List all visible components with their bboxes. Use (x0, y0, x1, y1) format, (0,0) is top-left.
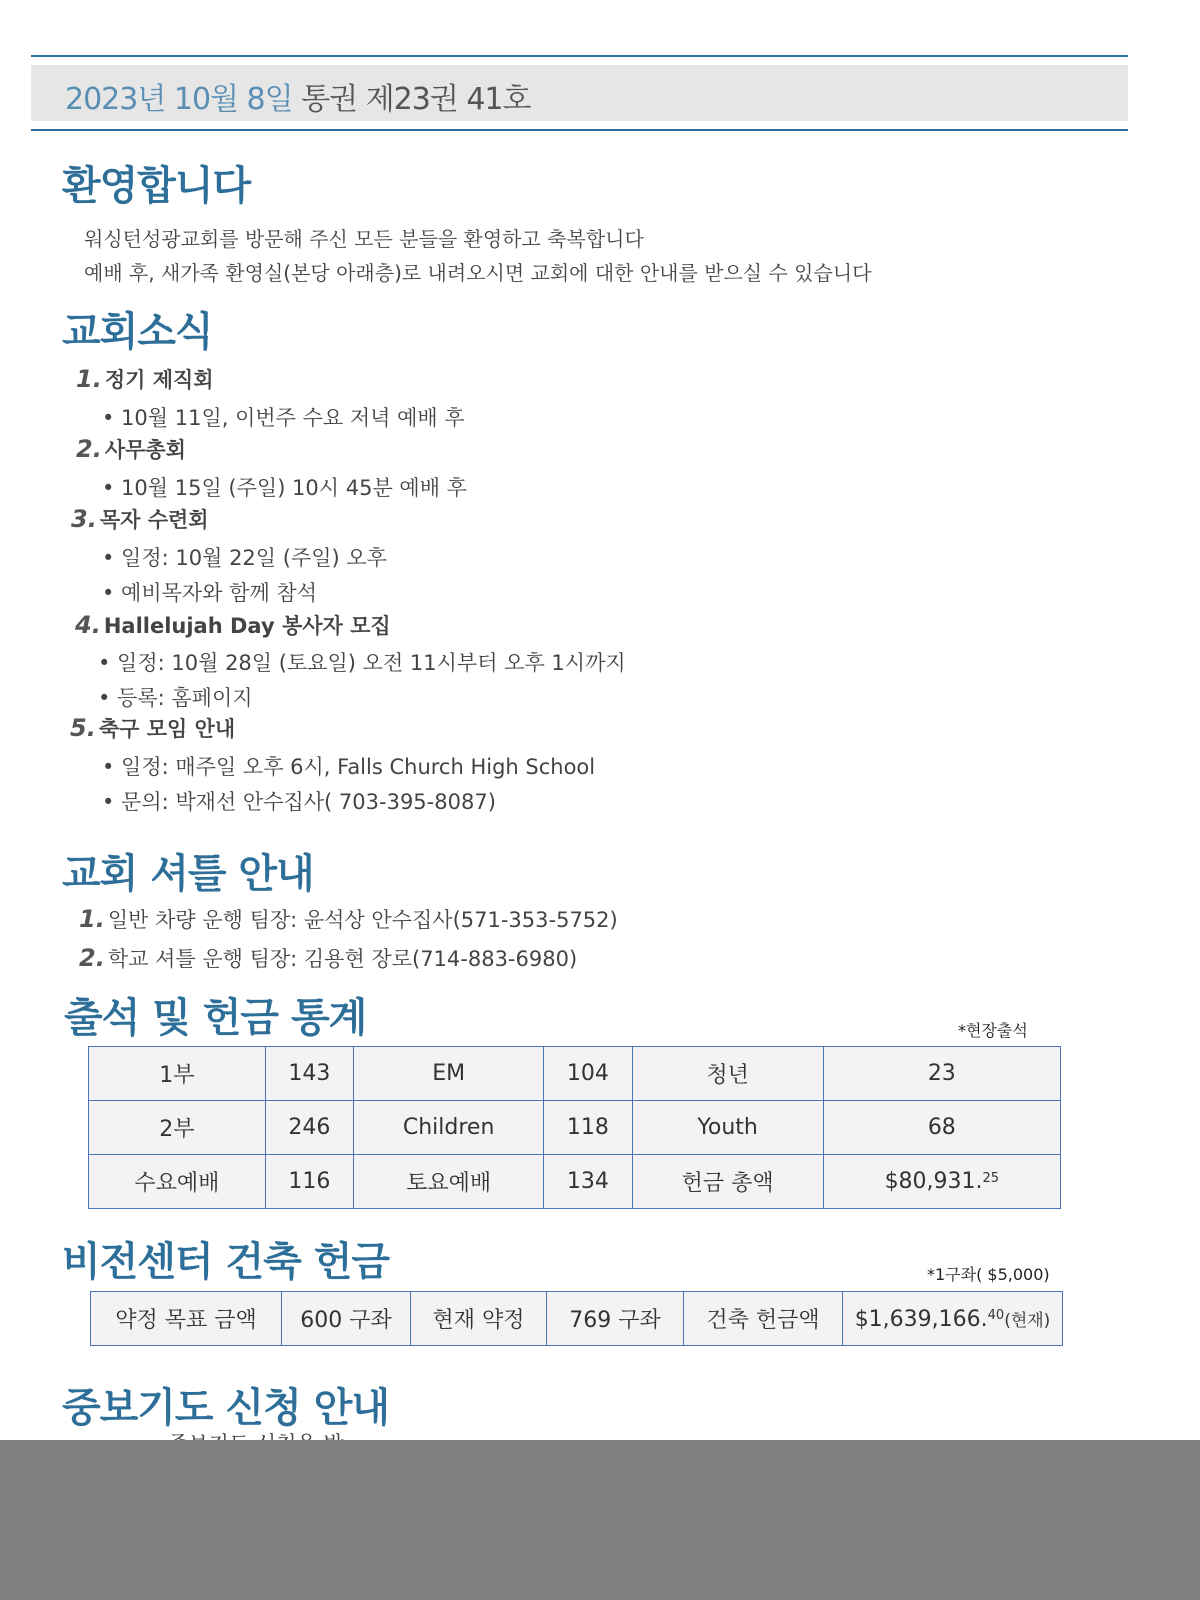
issue-number: 통권 제23권 41호 (301, 82, 531, 117)
offering-total-cell (823, 1155, 1060, 1209)
table-cell: 600 구좌 (282, 1292, 411, 1346)
table-row (91, 1292, 1063, 1346)
news-item-1-number: 1. (76, 365, 102, 393)
table-cell: EM (354, 1047, 544, 1101)
attendance-table (88, 1046, 1061, 1209)
news-item-2-label: 사무총회 (104, 438, 186, 462)
header-bottom-rule (31, 129, 1128, 131)
table-cell: 청년 (632, 1047, 823, 1101)
shuttle-item-2-number: 2. (79, 944, 105, 972)
header-bar (31, 65, 1128, 121)
news-item-4-title (75, 610, 391, 640)
offering-total-cents: 25 (982, 1171, 1000, 1186)
building-note: *1구좌( $5,000) (927, 1265, 1050, 1284)
building-table (90, 1291, 1063, 1346)
news-item-2-bullet-1: • 10월 15일 (주일) 10시 45분 예배 후 (102, 476, 467, 500)
news-item-2-title (76, 434, 186, 464)
table-row (89, 1047, 1061, 1101)
table-cell: 현재 약정 (411, 1292, 547, 1346)
offering-total: $80,931. (884, 1169, 983, 1194)
shuttle-item-1 (79, 904, 618, 934)
table-cell: Youth (632, 1101, 823, 1155)
table-cell: 수요예배 (89, 1155, 266, 1209)
table-cell: 104 (544, 1047, 632, 1101)
table-cell: 헌금 총액 (632, 1155, 823, 1209)
table-cell: 68 (823, 1101, 1060, 1155)
news-item-5-label: 축구 모임 안내 (98, 717, 236, 741)
news-item-4-bullet-2: • 등록: 홈페이지 (98, 686, 253, 710)
table-cell: 토요예배 (354, 1155, 544, 1209)
news-item-3-number: 3. (71, 505, 97, 533)
news-title: 교회소식 (62, 309, 213, 355)
issue-date: 2023년 10월 8일 (65, 82, 293, 117)
news-item-1-label: 정기 제직회 (104, 368, 214, 392)
attendance-title: 출석 및 헌금 통계 (64, 995, 367, 1041)
table-cell: 769 구좌 (547, 1292, 684, 1346)
news-item-1-title (76, 364, 214, 394)
shuttle-item-2 (79, 943, 577, 973)
news-item-3-bullet-2: • 예비목자와 함께 참석 (102, 581, 317, 605)
news-item-4-label: Hallelujah Day 봉사자 모집 (103, 614, 391, 638)
building-amount: $1,639,166. (854, 1306, 988, 1332)
table-cell: 134 (544, 1155, 632, 1209)
header-top-rule (31, 55, 1128, 57)
building-title: 비전센터 건축 헌금 (62, 1239, 389, 1285)
news-item-3-title (71, 504, 209, 534)
news-item-5-title (70, 713, 235, 743)
building-amount-cell (843, 1292, 1063, 1346)
building-amount-cents: 40 (987, 1307, 1005, 1323)
table-cell: 2부 (89, 1101, 266, 1155)
table-cell: Children (354, 1101, 544, 1155)
news-item-4-number: 4. (75, 611, 101, 639)
news-item-4-bullet-1: • 일정: 10월 28일 (토요일) 오전 11시부터 오후 1시까지 (98, 651, 626, 675)
table-cell: 143 (265, 1047, 353, 1101)
news-item-5-bullet-2: • 문의: 박재선 안수집사( 703-395-8087) (102, 790, 496, 814)
attendance-note: *현장출석 (958, 1021, 1028, 1040)
table-cell: 약정 목표 금액 (91, 1292, 282, 1346)
news-item-3-bullet-1: • 일정: 10월 22일 (주일) 오후 (102, 546, 387, 570)
table-cell: 116 (265, 1155, 353, 1209)
table-cell: 246 (265, 1101, 353, 1155)
news-item-5-bullet-1: • 일정: 매주일 오후 6시, Falls Church High School (102, 755, 596, 779)
shuttle-title: 교회 셔틀 안내 (62, 851, 314, 897)
table-cell: 23 (823, 1047, 1060, 1101)
welcome-line-1: 워싱턴성광교회를 방문해 주신 모든 분들을 환영하고 축복합니다 (84, 227, 644, 251)
news-item-1-bullet-1: • 10월 11일, 이번주 수요 저녁 예배 후 (102, 406, 465, 430)
welcome-title: 환영합니다 (62, 163, 251, 209)
table-row (89, 1101, 1061, 1155)
shuttle-item-1-number: 1. (79, 905, 105, 933)
shuttle-item-1-text: 일반 차량 운행 팀장: 윤석상 안수집사(571-353-5752) (107, 908, 618, 932)
issue-line (65, 74, 531, 118)
table-row (89, 1155, 1061, 1209)
gray-overlay (0, 1440, 1200, 1600)
welcome-line-2: 예배 후, 새가족 환영실(본당 아래층)로 내려오시면 교회에 대한 안내를 받으실 수 있습니다 (84, 261, 872, 285)
shuttle-item-2-text: 학교 셔틀 운행 팀장: 김용현 장로(714-883-6980) (107, 947, 578, 971)
news-item-3-label: 목자 수련회 (99, 508, 209, 532)
news-item-5-number: 5. (70, 714, 96, 742)
building-amount-suffix: (현재) (1004, 1310, 1051, 1331)
table-cell: 건축 헌금액 (684, 1292, 843, 1346)
table-cell: 118 (544, 1101, 632, 1155)
prayer-title: 중보기도 신청 안내 (62, 1385, 389, 1431)
news-item-2-number: 2. (76, 435, 102, 463)
table-cell: 1부 (89, 1047, 266, 1101)
